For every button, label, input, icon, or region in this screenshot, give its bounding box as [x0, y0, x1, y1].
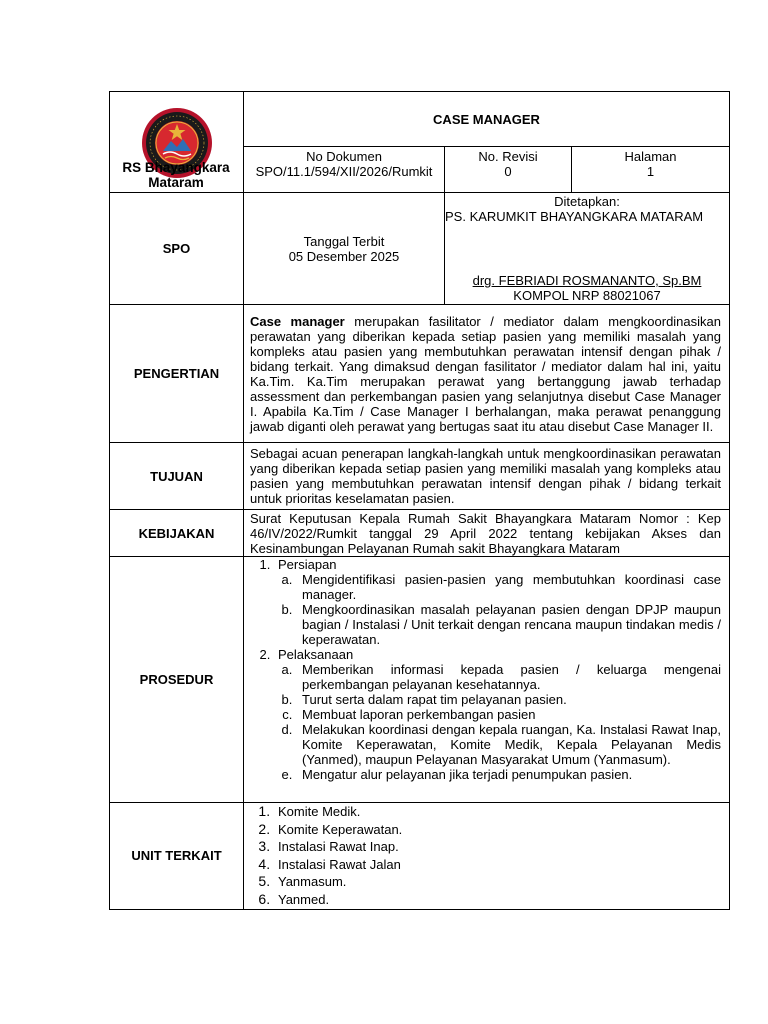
page-value: 1 — [646, 164, 655, 179]
hospital-name — [109, 160, 243, 190]
prosedur-section — [274, 557, 721, 647]
prosedur-item: e. Mengatur alur pelayanan jika terjadi penumpukan pasien. — [296, 767, 721, 782]
prosedur-item: c. Membuat laporan perkembangan pasien — [296, 707, 721, 722]
revision-cell — [445, 147, 572, 193]
spo-label: SPO — [110, 193, 244, 305]
prosedur-item: b. Turut serta dalam rapat tim pelayanan pasien. — [296, 692, 721, 707]
prosedur-item: d. Melakukan koordinasi dengan kepala ruangan, Ka. Instalasi Rawat Inap, Komite Keperawatan, Komite Medik, Kepala Pelayanan Medis (Yanmed), maupun Pelayanan Masyarakat Umum (Yanmasum). — [296, 722, 721, 767]
unit-item: 3. Instalasi Rawat Inap. — [274, 838, 723, 856]
prosedur-list — [250, 557, 721, 782]
doc-number-cell — [244, 147, 445, 193]
prosedur-item: a. Mengidentifikasi pasien-pasien yang membutuhkan koordinasi case manager. — [296, 572, 721, 602]
issue-date-label: Tanggal Terbit — [303, 233, 385, 249]
kebijakan-text: Surat Keputusan Kepala Rumah Sakit Bhayangkara Mataram Nomor : Kep 46/IV/2022/Rumkit tanggal 29 April 2022 tentang kebijakan Akses dan Kesinambungan Pelayanan Rumah sakit Bhayangkara Mataram — [244, 510, 730, 557]
unit-item: 1. Komite Medik. — [274, 803, 723, 821]
unit-terkait-content — [244, 803, 730, 910]
page-cell — [572, 147, 730, 193]
unit-item: 5. Yanmasum. — [274, 873, 723, 891]
prosedur-item: b. Mengkoordinasikan masalah pelayanan pasien dengan DPJP maupun bagian / Instalasi / Unit terkait dengan rencana maupun tindakan medis / keperawatan. — [296, 602, 721, 647]
doc-number-label: No Dokumen — [306, 149, 382, 164]
prosedur-section-title: Persiapan — [278, 557, 337, 572]
tujuan-label: TUJUAN — [110, 443, 244, 510]
document-title: CASE MANAGER — [244, 92, 730, 147]
prosedur-section-title: Pelaksanaan — [278, 647, 354, 662]
pengertian-label: PENGERTIAN — [110, 305, 244, 443]
unit-terkait-label: UNIT TERKAIT — [110, 803, 244, 910]
issue-date-value: 05 Desember 2025 — [288, 248, 400, 264]
unit-list — [250, 803, 723, 909]
unit-item: 4. Instalasi Rawat Jalan — [274, 856, 723, 874]
unit-item: 6. Yanmed. — [274, 891, 723, 909]
pengertian-lead: Case manager — [250, 313, 345, 329]
tujuan-text: Sebagai acuan penerapan langkah-langkah untuk mengkoordinasikan perawatan yang diberikan kepada setiap pasien yang memiliki masalah yang kompleks atau pasien yang membutuhkan perawatan intensif dengan pihak / bidang terkait untuk prioritas keselamatan pasien. — [244, 443, 730, 510]
pengertian-body: merupakan fasilitator / mediator dalam mengkoordinasikan perawatan yang diberikan kepada setiap pasien yang memiliki masalah yang kompleks atau pasien yang membutuhkan perawatan intensif dengan pihak / bidang terkait. Yang dimaksud dengan fasilitator / mediator dalam hal ini, yaitu Ka.Tim. Ka.Tim merupakan perawat yang bertanggung jawab terhadap assessment dan perkembangan pasien yang selanjutnya disebut Case Manager I. Apabila Ka.Tim / Case Manager I berhalangan, maka perawat penanggung jawab diganti oleh perawat yang bertugas saat itu atau disebut Case Manager II. — [250, 313, 721, 434]
approver-title: PS. KARUMKIT BHAYANGKARA MATARAM — [445, 209, 704, 224]
approved-label: Ditetapkan: — [554, 194, 620, 209]
spo-document — [109, 91, 729, 910]
issue-date-cell — [244, 193, 445, 305]
doc-number-value: SPO/11.1/594/XII/2026/Rumkit — [255, 164, 433, 179]
revision-label: No. Revisi — [478, 149, 538, 164]
kebijakan-label: KEBIJAKAN — [110, 510, 244, 557]
hospital-name-line1: RS Bhayangkara — [122, 160, 230, 175]
revision-value: 0 — [504, 164, 512, 179]
prosedur-label: PROSEDUR — [110, 557, 244, 803]
hospital-name-line2: Mataram — [148, 175, 204, 190]
spo-table — [109, 91, 730, 910]
approver-rank: KOMPOL NRP 88021067 — [513, 288, 661, 303]
prosedur-section — [274, 647, 721, 782]
prosedur-content — [244, 557, 730, 803]
pengertian-text — [244, 305, 730, 443]
prosedur-sublist — [278, 662, 721, 782]
page-label: Halaman — [624, 149, 677, 164]
approval-cell — [445, 193, 730, 305]
prosedur-sublist — [278, 572, 721, 647]
prosedur-item: a. Memberikan informasi kepada pasien / keluarga mengenai perkembangan pelayanan kesehatannya. — [296, 662, 721, 692]
approver-name: drg. FEBRIADI ROSMANANTO, Sp.BM — [472, 273, 702, 288]
unit-item: 2. Komite Keperawatan. — [274, 821, 723, 839]
